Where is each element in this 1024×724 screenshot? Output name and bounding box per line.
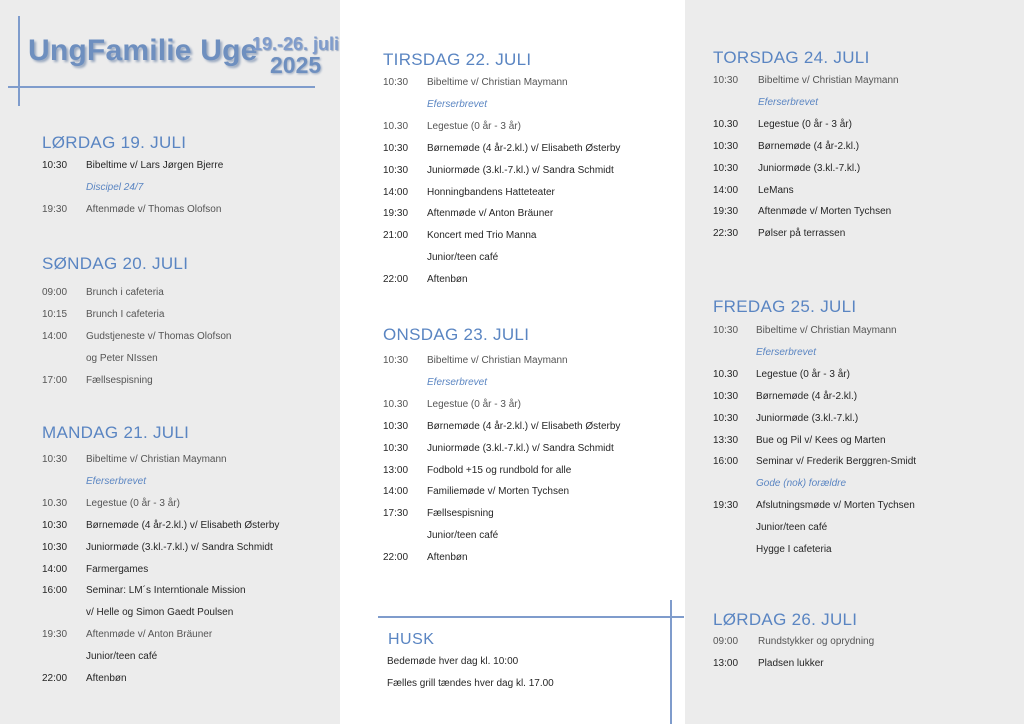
row-activity: Eferserbrevet xyxy=(86,475,147,487)
row-activity: v/ Helle og Simon Gaedt Poulsen xyxy=(86,607,234,619)
schedule-row xyxy=(42,160,332,180)
title-horizontal-line xyxy=(8,86,315,88)
schedule-row xyxy=(42,204,332,224)
schedule-row xyxy=(713,185,1003,205)
page-title: UngFamilie Uge xyxy=(28,34,258,67)
row-activity: Bibeltime v/ Christian Maymann xyxy=(758,75,899,86)
row-time: 10:30 xyxy=(383,77,409,88)
row-time: 10:30 xyxy=(383,442,409,454)
row-activity: LeMans xyxy=(758,184,794,196)
row-time: 16:00 xyxy=(713,456,739,468)
row-activity: Junior/teen café xyxy=(756,522,828,534)
row-activity: Eferserbrevet xyxy=(427,376,488,388)
row-time: 14:00 xyxy=(42,563,68,575)
row-time: 10.30 xyxy=(383,398,409,410)
row-time: 22:00 xyxy=(383,552,409,564)
schedule-row xyxy=(713,97,1003,117)
schedule-row xyxy=(713,141,1003,161)
row-time: 10:15 xyxy=(42,308,68,320)
row-activity: Pølser på terrassen xyxy=(758,228,846,240)
schedule-row xyxy=(42,542,332,562)
schedule-row xyxy=(383,552,673,572)
row-activity: Fællsespisning xyxy=(86,374,153,386)
schedule-row xyxy=(42,585,332,605)
schedule-row xyxy=(42,375,332,395)
row-time: 10.30 xyxy=(383,120,409,132)
schedule-row xyxy=(713,163,1003,183)
row-activity: Junior/teen café xyxy=(427,252,499,264)
row-activity: Seminar: LM´s Interntionale Mission xyxy=(86,585,246,597)
schedule-row xyxy=(42,331,332,351)
row-activity: Eferserbrevet xyxy=(427,98,488,110)
row-activity: Bue og Pil v/ Kees og Marten xyxy=(756,434,886,446)
row-activity: Junior/teen café xyxy=(86,651,158,663)
schedule-row xyxy=(383,443,673,463)
schedule-row xyxy=(383,274,673,294)
row-activity: Juniormøde (3.kl.-7.kl.) xyxy=(758,162,861,174)
row-activity: Legestue (0 år - 3 år) xyxy=(756,368,850,380)
day-header: LØRDAG 19. JULI xyxy=(42,133,187,152)
row-time: 21:00 xyxy=(383,230,409,242)
row-time: 19:30 xyxy=(383,208,409,220)
husk-note: Bedemøde hver dag kl. 10:00 xyxy=(387,656,519,667)
day-header: FREDAG 25. JULI xyxy=(713,297,857,316)
row-time: 09:00 xyxy=(42,287,68,298)
schedule-row xyxy=(383,508,673,528)
schedule-row xyxy=(42,476,332,496)
row-activity: Juniormøde (3.kl.-7.kl.) v/ Sandra Schmidt xyxy=(427,164,614,176)
husk-vertical-line xyxy=(670,600,672,724)
row-time: 22:30 xyxy=(713,228,739,240)
row-activity: Bibeltime v/ Christian Maymann xyxy=(756,325,897,336)
row-time: 10:30 xyxy=(42,541,68,553)
row-activity: og Peter NIssen xyxy=(86,352,158,364)
row-time: 10:30 xyxy=(713,140,739,152)
row-activity: Juniormøde (3.kl.-7.kl.) xyxy=(756,412,859,424)
row-activity: Brunch I cafeteria xyxy=(86,308,165,320)
row-activity: Afslutningsmøde v/ Morten Tychsen xyxy=(756,500,915,512)
row-time: 10:30 xyxy=(713,162,739,174)
schedule-row xyxy=(383,486,673,506)
schedule-row xyxy=(42,673,332,693)
row-activity: Gode (nok) forældre xyxy=(756,478,847,490)
schedule-row xyxy=(42,454,332,474)
schedule-row xyxy=(713,369,1003,389)
day-header: LØRDAG 26. JULI xyxy=(713,610,858,629)
row-time: 13:00 xyxy=(713,657,739,669)
schedule-row xyxy=(383,355,673,375)
schedule-row xyxy=(383,143,673,163)
schedule-row xyxy=(383,121,673,141)
husk-title: HUSK xyxy=(388,631,435,648)
day-header: TIRSDAG 22. JULI xyxy=(383,50,532,69)
row-time: 10.30 xyxy=(713,368,739,380)
row-activity: Juniormøde (3.kl.-7.kl.) v/ Sandra Schmidt xyxy=(427,442,614,454)
row-time: 10:30 xyxy=(713,390,739,402)
title-vertical-line xyxy=(18,16,20,106)
row-time: 10:30 xyxy=(713,75,739,86)
row-time: 19:30 xyxy=(42,629,68,641)
row-activity: Bibeltime v/ Lars Jørgen Bjerre xyxy=(86,160,224,171)
row-activity: Juniormøde (3.kl.-7.kl.) v/ Sandra Schmidt xyxy=(86,541,273,553)
schedule-row xyxy=(713,544,1003,564)
row-time: 10.30 xyxy=(42,497,68,509)
row-activity: Discipel 24/7 xyxy=(86,181,144,193)
schedule-row xyxy=(383,187,673,207)
schedule-row xyxy=(42,287,332,307)
row-activity: Fodbold +15 og rundbold for alle xyxy=(427,464,572,476)
schedule-row xyxy=(713,500,1003,520)
schedule-row xyxy=(383,208,673,228)
row-activity: Farmergames xyxy=(86,563,149,575)
row-time: 22:00 xyxy=(42,673,68,684)
row-activity: Legestue (0 år - 3 år) xyxy=(427,398,521,410)
row-activity: Børnemøde (4 år-2.kl.) v/ Elisabeth Østerby xyxy=(427,142,621,154)
row-time: 14:00 xyxy=(713,184,739,196)
row-activity: Fællsespisning xyxy=(427,508,494,520)
row-time: 17:00 xyxy=(42,374,68,386)
schedule-row xyxy=(42,353,332,373)
row-activity: Bibeltime v/ Christian Maymann xyxy=(86,454,227,465)
row-time: 10:30 xyxy=(383,142,409,154)
row-time: 13:30 xyxy=(713,434,739,446)
row-time: 10:30 xyxy=(383,420,409,432)
schedule-row xyxy=(383,252,673,272)
row-activity: Eferserbrevet xyxy=(756,346,817,358)
schedule-row xyxy=(713,636,1003,656)
schedule-row xyxy=(713,658,1003,678)
row-activity: Legestue (0 år - 3 år) xyxy=(86,497,180,509)
schedule-row xyxy=(383,421,673,441)
schedule-row xyxy=(42,629,332,649)
row-time: 19:30 xyxy=(713,206,739,218)
row-activity: Hygge I cafeteria xyxy=(756,544,832,555)
row-activity: Aftenmøde v/ Anton Bräuner xyxy=(86,629,213,641)
schedule-row xyxy=(383,530,673,550)
row-activity: Rundstykker og oprydning xyxy=(758,636,875,647)
schedule-row xyxy=(383,377,673,397)
row-activity: Aftenbøn xyxy=(427,274,468,286)
schedule-row xyxy=(383,230,673,250)
row-activity: Seminar v/ Frederik Berggren-Smidt xyxy=(756,456,917,468)
schedule-row xyxy=(42,498,332,518)
row-time: 19:30 xyxy=(42,203,68,215)
schedule-row xyxy=(713,228,1003,248)
schedule-row xyxy=(713,325,1003,345)
row-activity: Pladsen lukker xyxy=(758,657,824,669)
row-activity: Aftenmøde v/ Morten Tychsen xyxy=(758,206,892,218)
row-time: 22:00 xyxy=(383,274,409,286)
schedule-row xyxy=(713,206,1003,226)
row-time: 14:00 xyxy=(383,486,409,498)
schedule-row xyxy=(42,309,332,329)
husk-note: Fælles grill tændes hver dag kl. 17.00 xyxy=(387,678,554,689)
schedule-row xyxy=(713,119,1003,139)
row-activity: Børnemøde (4 år-2.kl.) xyxy=(756,390,858,402)
day-header: SØNDAG 20. JULI xyxy=(42,254,189,273)
row-time: 10:30 xyxy=(383,355,409,366)
row-time: 10:30 xyxy=(713,412,739,424)
row-activity: Bibeltime v/ Christian Maymann xyxy=(427,77,568,88)
schedule-row xyxy=(383,465,673,485)
day-header: TORSDAG 24. JULI xyxy=(713,48,870,67)
schedule-row xyxy=(42,651,332,671)
row-activity: Legestue (0 år - 3 år) xyxy=(758,118,852,130)
row-time: 14:00 xyxy=(383,186,409,198)
row-activity: Junior/teen café xyxy=(427,530,499,542)
day-header: ONSDAG 23. JULI xyxy=(383,325,530,344)
schedule-row xyxy=(713,413,1003,433)
row-time: 10:30 xyxy=(42,519,68,531)
row-activity: Aftenbøn xyxy=(427,552,468,564)
row-time: 17:30 xyxy=(383,508,409,520)
row-time: 10:30 xyxy=(42,454,68,465)
schedule-row xyxy=(383,399,673,419)
schedule-row xyxy=(713,435,1003,455)
row-time: 13:00 xyxy=(383,464,409,476)
row-activity: Bibeltime v/ Christian Maymann xyxy=(427,355,568,366)
row-activity: Familiemøde v/ Morten Tychsen xyxy=(427,486,570,498)
title-dates: 19.-26. juli xyxy=(252,34,340,54)
row-activity: Aftenmøde v/ Thomas Olofson xyxy=(86,203,222,215)
row-activity: Brunch i cafeteria xyxy=(86,287,164,298)
row-time: 19:30 xyxy=(713,500,739,512)
schedule-row xyxy=(42,607,332,627)
row-activity: Koncert med Trio Manna xyxy=(427,230,537,242)
row-activity: Børnemøde (4 år-2.kl.) v/ Elisabeth Østerby xyxy=(427,420,621,432)
row-activity: Legestue (0 år - 3 år) xyxy=(427,120,521,132)
row-activity: Aftenbøn xyxy=(86,673,127,684)
title-year: 2025 xyxy=(270,52,322,78)
schedule-row xyxy=(713,522,1003,542)
row-activity: Gudstjeneste v/ Thomas Olofson xyxy=(86,330,232,342)
husk-horizontal-line xyxy=(378,616,684,618)
row-time: 10.30 xyxy=(713,118,739,130)
schedule-row xyxy=(42,182,332,202)
row-activity: Børnemøde (4 år-2.kl.) v/ Elisabeth Østerby xyxy=(86,519,280,531)
row-time: 14:00 xyxy=(42,330,68,342)
row-activity: Honningbandens Hatteteater xyxy=(427,186,555,198)
row-time: 10:30 xyxy=(713,325,739,336)
schedule-row xyxy=(383,99,673,119)
row-time: 16:00 xyxy=(42,585,68,597)
schedule-row xyxy=(713,391,1003,411)
row-activity: Børnemøde (4 år-2.kl.) xyxy=(758,140,860,152)
row-activity: Eferserbrevet xyxy=(758,96,819,108)
day-header: MANDAG 21. JULI xyxy=(42,423,190,442)
schedule-row xyxy=(713,456,1003,476)
schedule-row xyxy=(383,77,673,97)
row-time: 10:30 xyxy=(42,160,68,171)
schedule-row xyxy=(713,478,1003,498)
row-activity: Aftenmøde v/ Anton Bräuner xyxy=(427,208,554,220)
row-time: 10:30 xyxy=(383,164,409,176)
schedule-row xyxy=(42,564,332,584)
schedule-row xyxy=(42,520,332,540)
schedule-row xyxy=(713,347,1003,367)
schedule-row xyxy=(713,75,1003,95)
schedule-row xyxy=(383,165,673,185)
row-time: 09:00 xyxy=(713,636,739,647)
